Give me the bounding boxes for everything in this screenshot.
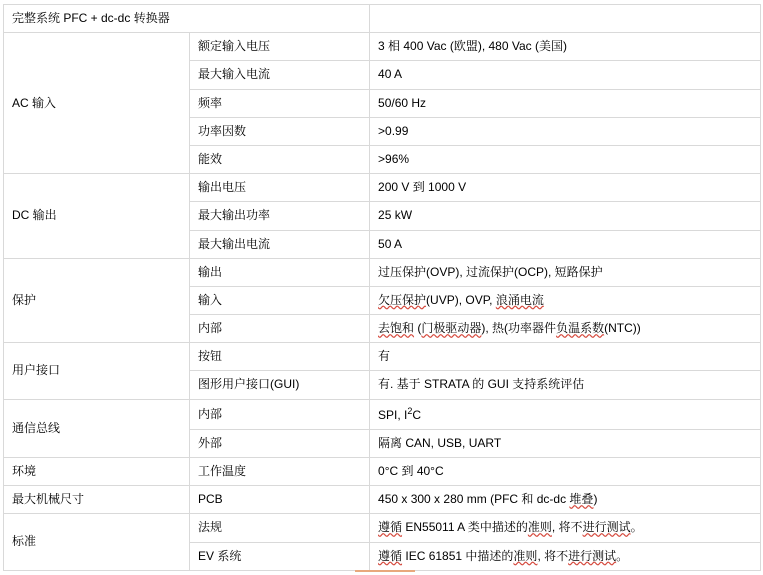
row-value-cell: 遵循 IEC 61851 中描述的准则, 将不进行测试。 [370,542,761,570]
row-category-cell: 通信总线 [4,399,190,457]
row-parameter-cell: 按钮 [190,343,370,371]
row-value-cell: 200 V 到 1000 V [370,174,761,202]
row-parameter-cell: 最大输出电流 [190,230,370,258]
table-title-empty-cell [370,5,761,33]
row-parameter-cell: 内部 [190,399,370,429]
row-value-cell: 过压保护(OVP), 过流保护(OCP), 短路保护 [370,258,761,286]
row-parameter-cell: PCB [190,486,370,514]
table-row [4,486,761,514]
table-title-cell: 完整系统 PFC + dc-dc 转换器 [4,5,370,33]
row-category-cell: 用户接口 [4,343,190,399]
row-parameter-cell: EV 系统 [190,542,370,570]
row-value-cell: 有. 基于 STRATA 的 GUI 支持系统评估 [370,371,761,399]
row-value-cell: >96% [370,145,761,173]
row-value-cell: 40 A [370,61,761,89]
row-parameter-cell: 图形用户接口(GUI) [190,371,370,399]
row-value-cell: >0.99 [370,117,761,145]
row-parameter-cell: 最大输入电流 [190,61,370,89]
table-row [4,458,761,486]
row-category-cell: AC 输入 [4,33,190,174]
table-row [4,514,761,542]
table-row [4,33,761,61]
row-category-cell: 最大机械尺寸 [4,486,190,514]
row-parameter-cell: 最大输出功率 [190,202,370,230]
row-parameter-cell: 能效 [190,145,370,173]
table-title-row [4,5,761,33]
row-value-cell: SPI, $I^2C$ [370,399,761,429]
row-parameter-cell: 额定输入电压 [190,33,370,61]
row-category-cell: 环境 [4,458,190,486]
row-parameter-cell: 频率 [190,89,370,117]
row-value-cell: 欠压保护(UVP), OVP, 浪涌电流 [370,286,761,314]
page-bottom-marker [355,570,415,572]
row-parameter-cell: 输入 [190,286,370,314]
row-value-cell: 450 x 300 x 280 mm (PFC 和 dc-dc 堆叠) [370,486,761,514]
table-body [4,5,761,571]
row-parameter-cell: 功率因数 [190,117,370,145]
row-parameter-cell: 内部 [190,315,370,343]
row-value-cell: 遵循 EN55011 A 类中描述的准则, 将不进行测试。 [370,514,761,542]
table-row [4,174,761,202]
table-row [4,399,761,429]
row-value-cell: 去饱和 (门极驱动器), 热(功率器件负温系数(NTC)) [370,315,761,343]
row-value-cell: 25 kW [370,202,761,230]
row-parameter-cell: 输出电压 [190,174,370,202]
table-row [4,258,761,286]
row-category-cell: 保护 [4,258,190,343]
row-parameter-cell: 外部 [190,429,370,457]
row-value-cell: 隔离 CAN, USB, UART [370,429,761,457]
specification-table [3,4,761,571]
row-category-cell: DC 输出 [4,174,190,259]
row-value-cell: 0°C 到 40°C [370,458,761,486]
row-value-cell: 50/60 Hz [370,89,761,117]
row-value-cell: 50 A [370,230,761,258]
row-category-cell: 标准 [4,514,190,570]
row-parameter-cell: 输出 [190,258,370,286]
row-parameter-cell: 法规 [190,514,370,542]
row-value-cell: 3 相 400 Vac (欧盟), 480 Vac (美国) [370,33,761,61]
row-parameter-cell: 工作温度 [190,458,370,486]
table-row [4,343,761,371]
row-value-cell: 有 [370,343,761,371]
